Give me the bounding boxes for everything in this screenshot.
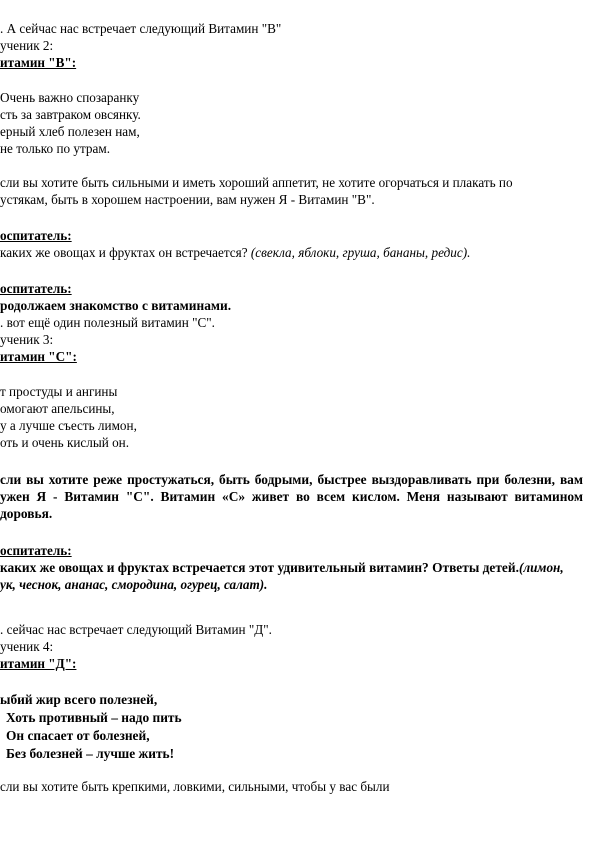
teacher-question-2 <box>0 560 564 576</box>
poem-c-line-4: оть и очень кислый он. <box>0 435 130 450</box>
vitamin-d-heading: итамин "Д": <box>0 656 77 671</box>
intro-vitamin-b: . А сейчас нас встречает следующий Витамин "В" <box>0 21 282 36</box>
poem-c-line-3: у а лучше съесть лимон, <box>0 418 137 433</box>
poem-c-line-1: т простуды и ангины <box>0 384 118 399</box>
vitamin-c-heading: итамин "С": <box>0 349 77 364</box>
poem-b-line-3: ерный хлеб полезен нам, <box>0 124 140 139</box>
vitamin-d-text-1: сли вы хотите быть крепкими, ловкими, сильными, чтобы у вас были <box>0 779 390 794</box>
vitamin-c-text-2: ужен Я - Витамин "С". Витамин «С» живет во всем кислом. Меня называют витамином <box>0 489 583 504</box>
poem-d-line-3: Он спасает от болезней, <box>6 728 150 743</box>
question-2-answers-end: ук, чеснок, ананас, смородина, огурец, салат). <box>0 577 268 592</box>
intro-vitamin-d: . сейчас нас встречает следующий Витамин "Д". <box>0 622 272 637</box>
poem-d-line-4: Без болезней – лучше жить! <box>6 746 175 761</box>
student-2-label: ученик 2: <box>0 38 54 53</box>
question-2-answers-start: (лимон, <box>518 560 564 575</box>
vitamin-c-text-1: сли вы хотите реже простужаться, быть бодрыми, быстрее выздоравливать при болезни, вам <box>0 472 583 487</box>
teacher-heading-3: оспитатель: <box>0 543 72 558</box>
poem-d-line-2: Хоть противный – надо пить <box>6 710 182 725</box>
poem-c-line-2: омогают апельсины, <box>0 401 115 416</box>
teacher-question-1 <box>0 245 470 261</box>
teacher-heading-1: оспитатель: <box>0 228 72 243</box>
intro-vitamin-c: . вот ещё один полезный витамин "С". <box>0 315 215 330</box>
question-1-text: каких же овощах и фруктах он встречается? <box>0 245 251 260</box>
vitamin-c-text-3: доровья. <box>0 506 53 521</box>
question-1-answers: (свекла, яблоки, груша, бананы, редис). <box>250 245 471 260</box>
student-3-label: ученик 3: <box>0 332 54 347</box>
student-4-label: ученик 4: <box>0 639 54 654</box>
poem-b-line-4: не только по утрам. <box>0 141 110 156</box>
continue-acquaintance: родолжаем знакомство с витаминами. <box>0 298 232 313</box>
poem-b-line-2: сть за завтраком овсянку. <box>0 107 141 122</box>
vitamin-b-text-2: устякам, быть в хорошем настроении, вам нужен Я - Витамин "В". <box>0 192 375 207</box>
vitamin-b-heading: итамин "В": <box>0 55 77 70</box>
poem-b-line-1: Очень важно спозаранку <box>0 90 140 105</box>
question-2-text: каких же овощах и фруктах встречается этот удивительный витамин? Ответы детей. <box>0 560 519 575</box>
vitamin-b-text-1: сли вы хотите быть сильными и иметь хороший аппетит, не хотите огорчаться и плакать по <box>0 175 513 190</box>
poem-d-line-1: ыбий жир всего полезней, <box>0 692 158 707</box>
teacher-heading-2: оспитатель: <box>0 281 72 296</box>
